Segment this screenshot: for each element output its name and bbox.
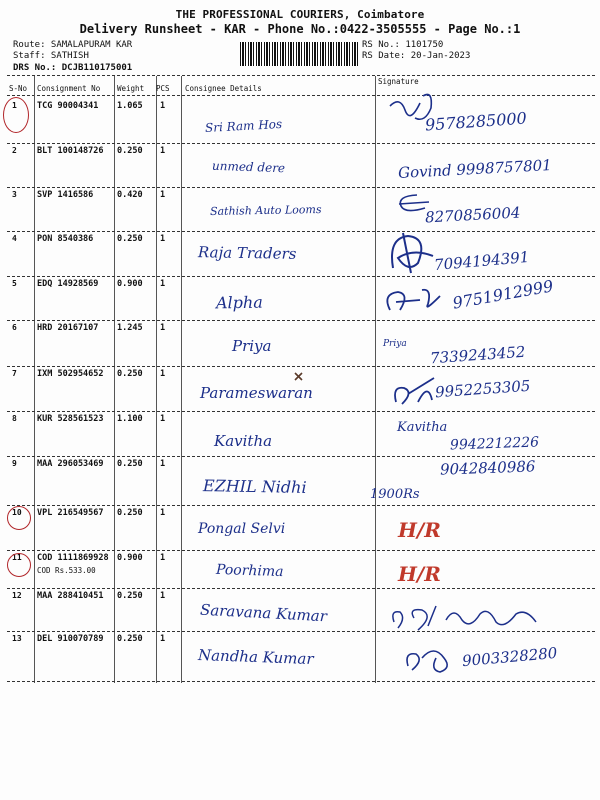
row-sno: 9 (12, 459, 17, 468)
row-pcs: 1 (160, 101, 166, 111)
row-weight: 0.250 (117, 234, 143, 244)
row-signature-name: 1900Rs (370, 487, 420, 502)
row-consignment-no: KUR 528561523 (37, 414, 104, 424)
row-divider (7, 588, 595, 589)
row-signature-phone: 8270856004 (424, 203, 521, 227)
staff-label: Staff: SATHISH (13, 51, 89, 61)
row-weight: 0.250 (117, 508, 143, 518)
signature-scribble (395, 190, 435, 220)
row-signature-phone: 9042840986 (439, 457, 536, 479)
document-title: THE PROFESSIONAL COURIERS, Coimbatore (175, 8, 425, 21)
row-weight: 1.245 (117, 323, 143, 333)
row-sno: 2 (12, 146, 17, 155)
row-sno: 1 (12, 101, 17, 110)
header-signature: Signature (378, 77, 419, 86)
row-consignee: Alpha (215, 292, 263, 313)
row-consignment-no: IXM 502954652 (37, 369, 104, 379)
row-pcs: 1 (160, 553, 166, 563)
row-consignment-no: COD 1111869928 (37, 553, 109, 563)
signature-scribble (380, 282, 450, 322)
row-consignment-no: MAA 288410451 (37, 591, 104, 601)
row-signature-name: Kavitha (397, 420, 448, 435)
row-pcs: 1 (160, 279, 166, 289)
rs-date: RS Date: 20-Jan-2023 (362, 51, 471, 61)
row-divider (7, 320, 595, 321)
column-divider (181, 76, 182, 683)
row-signature-name: Priya (383, 339, 407, 349)
row-sno: 12 (12, 591, 22, 600)
row-weight: 0.420 (117, 190, 143, 200)
row-signature-phone: Govind 9998757801 (397, 155, 553, 183)
row-weight: 0.250 (117, 146, 143, 156)
row-sno: 7 (12, 369, 17, 378)
signature-scribble (388, 600, 548, 640)
row-signature-phone: 9578285000 (424, 108, 528, 135)
row-signature-phone: 7339243452 (429, 342, 526, 368)
row-divider (7, 143, 595, 144)
header-pcs: PCS (156, 84, 170, 93)
row-consignee: Poorhima (215, 561, 284, 581)
row-divider (7, 681, 595, 682)
column-divider (34, 76, 35, 683)
signature-scribble (400, 640, 460, 680)
route-label: Route: SAMALAPURAM KAR (13, 40, 133, 50)
header-consignee: Consignee Details (185, 84, 262, 93)
row-consignee: unmed dere (211, 158, 286, 176)
barcode-image (240, 42, 358, 66)
row-weight: 0.250 (117, 459, 143, 469)
row-consignee: Saravana Kumar (199, 600, 328, 626)
row-sno: 10 (12, 508, 22, 517)
row-weight: 1.065 (117, 101, 143, 111)
row-consignment-no: EDQ 14928569 (37, 279, 99, 289)
row-signature-phone: 9952253305 (434, 376, 531, 402)
row-pcs: 1 (160, 459, 166, 469)
row-number-circle (7, 553, 31, 577)
row-consignee: Kavitha (214, 432, 273, 450)
row-sno: 11 (12, 553, 22, 562)
row-consignment-no: TCG 90004341 (37, 101, 99, 111)
row-weight: 0.900 (117, 553, 143, 563)
row-sno: 13 (12, 634, 22, 643)
row-signature-phone: 9003328280 (461, 643, 559, 671)
row-divider (7, 366, 595, 367)
row-sno: 5 (12, 279, 17, 288)
row-sno: 4 (12, 234, 17, 243)
row-consignment-no: DEL 910070789 (37, 634, 104, 644)
row-consignment-no: BLT 100148726 (37, 146, 104, 156)
header-consignment: Consignment No (37, 84, 101, 93)
row-weight: 0.250 (117, 591, 143, 601)
row-consignee: EZHIL Nidhi (202, 476, 307, 497)
row-consignee: Pongal Selvi (198, 521, 286, 537)
header-weight: Weight (117, 84, 145, 93)
row-divider (7, 505, 595, 506)
column-divider (156, 76, 157, 683)
row-consignee: Sathish Auto Looms (209, 203, 322, 218)
row-divider (7, 456, 595, 457)
row-consignee: Priya (232, 337, 272, 355)
ink-mark (292, 370, 306, 384)
row-sno: 3 (12, 190, 17, 199)
row-consignment-no: PON 8540386 (37, 234, 94, 244)
signature-scribble (385, 88, 445, 128)
signature-scribble (383, 228, 443, 278)
row-hr-stamp: H/R (398, 562, 441, 586)
row-consignment-no: HRD 20167107 (37, 323, 99, 333)
row-pcs: 1 (160, 634, 166, 644)
header-sno: S-No (9, 84, 28, 93)
table-top-border (7, 75, 595, 76)
row-divider (7, 187, 595, 188)
row-consignee: Parameswaran (200, 384, 313, 402)
drs-number: DRS No.: DCJB110175001 (13, 63, 133, 73)
row-number-circle (7, 506, 31, 530)
row-sno: 8 (12, 414, 17, 423)
row-consignee: Sri Ram Hos (204, 116, 283, 136)
row-divider (7, 276, 595, 277)
row-pcs: 1 (160, 234, 166, 244)
row-pcs: 1 (160, 323, 166, 333)
row-hr-stamp: H/R (398, 518, 441, 542)
row-consignee: Nandha Kumar (197, 645, 314, 669)
row-weight: 0.250 (117, 634, 143, 644)
row-divider (7, 231, 595, 232)
row-pcs: 1 (160, 190, 166, 200)
column-divider (114, 76, 115, 683)
row-weight: 0.900 (117, 279, 143, 289)
signature-scribble (388, 372, 443, 412)
column-divider (375, 76, 376, 683)
row-divider (7, 411, 595, 412)
row-sno: 6 (12, 323, 17, 332)
row-consignment-no: SVP 1416586 (37, 190, 94, 200)
row-signature-phone: 7094194391 (433, 247, 531, 275)
rs-number: RS No.: 1101750 (362, 40, 444, 50)
row-consignee: Raja Traders (197, 243, 297, 263)
row-number-circle (3, 97, 29, 133)
row-consignment-no: MAA 296053469 (37, 459, 104, 469)
row-pcs: 1 (160, 414, 166, 424)
table-header-border (7, 95, 595, 96)
document-subtitle: Delivery Runsheet - KAR - Phone No.:0422-3505555 - Page No.:1 (79, 22, 521, 36)
row-signature-phone: 9751912999 (451, 276, 555, 313)
row-signature-phone: 9942212226 (449, 434, 540, 454)
row-cod-amount: COD Rs.533.00 (37, 566, 96, 575)
row-pcs: 1 (160, 508, 166, 518)
row-weight: 1.100 (117, 414, 143, 424)
row-pcs: 1 (160, 591, 166, 601)
row-pcs: 1 (160, 369, 166, 379)
row-weight: 0.250 (117, 369, 143, 379)
row-divider (7, 550, 595, 551)
row-pcs: 1 (160, 146, 166, 156)
row-consignment-no: VPL 216549567 (37, 508, 104, 518)
